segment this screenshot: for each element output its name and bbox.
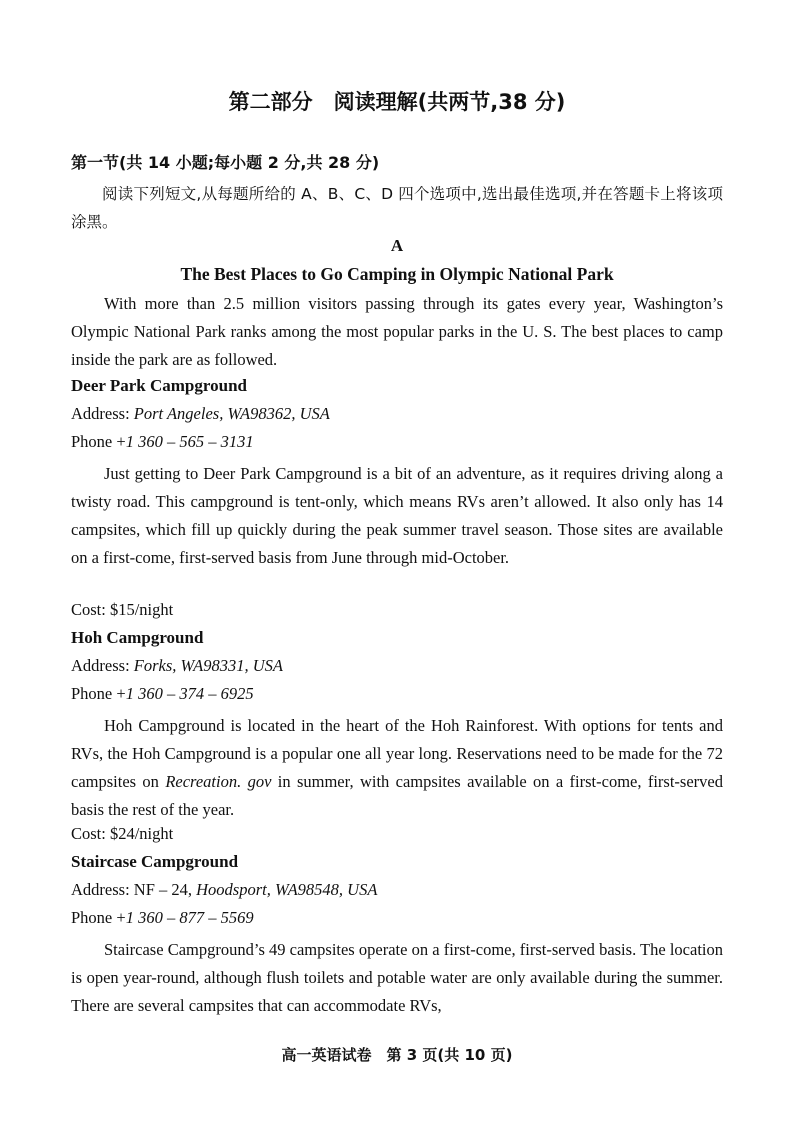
address-value: Forks, WA98331, USA — [133, 656, 283, 675]
phone-label: Phone + — [71, 908, 126, 927]
campground-name-deer-park: Deer Park Campground — [71, 376, 247, 395]
phone-value: 1 360 – 374 – 6925 — [125, 684, 254, 703]
campground-description: Staircase Campground’s 49 campsites operate on a first-come, first-served basis. The location is open year-round, although flush toilets and potable water are only available during the summer. There are several campsites that can accommodate RVs, — [71, 940, 723, 1015]
address-label: Address: — [71, 404, 130, 423]
phone-line — [71, 684, 254, 704]
address-road: NF – 24, — [133, 880, 197, 899]
address-line — [71, 880, 377, 900]
instructions: 阅读下列短文,从每题所给的 A、B、C、D 四个选项中,选出最佳选项,并在答题卡上将该项涂黑。 — [71, 185, 723, 231]
phone-line — [71, 908, 254, 928]
phone-line — [71, 432, 254, 452]
section-title: 第一节(共 14 小题;每小题 2 分,共 28 分) — [71, 153, 380, 172]
phone-value: 1 360 – 565 – 3131 — [125, 432, 254, 451]
cost-line: Cost: $24/night — [71, 824, 174, 843]
passage-letter: A — [390, 236, 404, 255]
article-intro: With more than 2.5 million visitors passing through its gates every year, Washington’s Olympic National Park ranks among the most popular parks in the U. S. The best places to camp inside the park are as followed. — [71, 294, 723, 369]
campground-name-hoh: Hoh Campground — [71, 628, 204, 647]
address-line — [71, 404, 330, 424]
address-label: Address: — [71, 656, 130, 675]
campground-description — [71, 712, 723, 824]
campground-name-staircase: Staircase Campground — [71, 852, 239, 871]
phone-value: 1 360 – 877 – 5569 — [125, 908, 254, 927]
campground-description: Just getting to Deer Park Campground is a bit of an adventure, as it requires driving along a twisty road. This campground is tent-only, which means RVs aren’t allowed. It also only has 14 campsites, which fill up quickly during the peak summer travel season. Those sites are available on a first-come, first-served basis from June through mid-October. — [71, 464, 723, 567]
cost-line: Cost: $15/night — [71, 600, 174, 619]
phone-label: Phone + — [71, 684, 126, 703]
phone-label: Phone + — [71, 432, 126, 451]
part-title: 第二部分 阅读理解(共两节,38 分) — [228, 90, 566, 114]
address-label: Address: — [71, 880, 130, 899]
address-value: Hoodsport, WA98548, USA — [196, 880, 378, 899]
address-value: Port Angeles, WA98362, USA — [133, 404, 330, 423]
description-text: in summer, with campsites available on a first-come, first-served basis the rest of the year. — [71, 772, 723, 819]
article-title: The Best Places to Go Camping in Olympic National Park — [180, 264, 614, 284]
address-line — [71, 656, 283, 676]
description-text: Hoh Campground is located in the heart of the Hoh Rainforest. With options for tents and RVs, the Hoh Campground is a popular one all year long. Reservations need to be made for the 72 campsites on — [71, 716, 723, 791]
description-website: Recreation. gov — [165, 772, 272, 791]
page-footer: 高一英语试卷 第 3 页(共 10 页) — [281, 1046, 513, 1064]
